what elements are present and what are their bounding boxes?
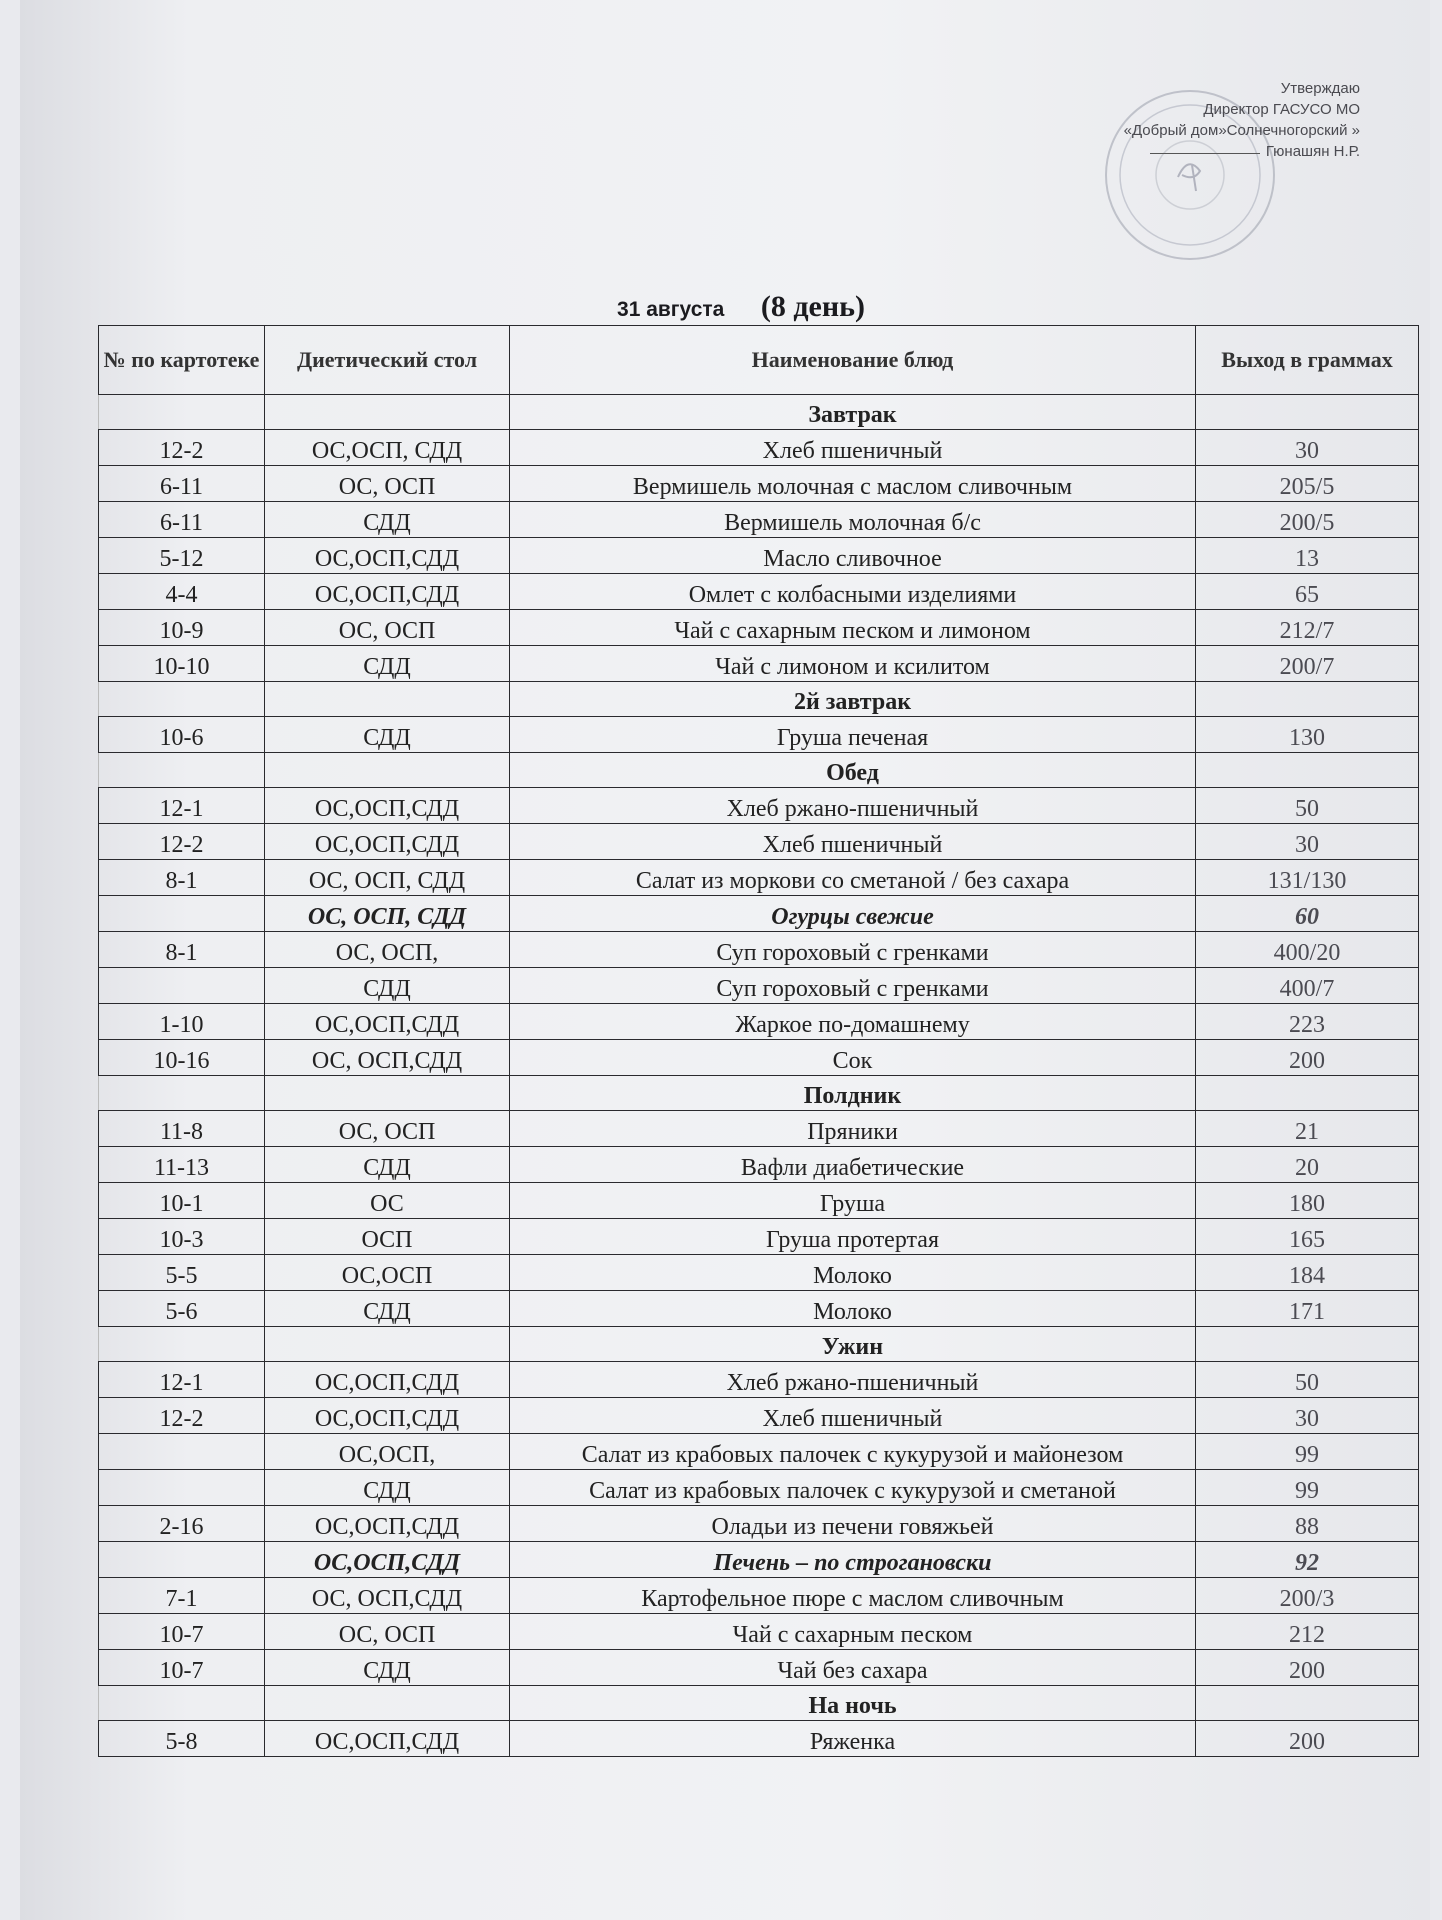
section-code-empty-cell [99,753,265,788]
menu-day-number: (8 день) [760,290,865,323]
dish-name-cell: Масло сливочное [510,538,1196,574]
table-row [99,717,1419,753]
table-row [99,1291,1419,1327]
meal-section-row [99,753,1419,788]
yield-cell: 30 [1196,1398,1419,1434]
section-code-empty-cell [99,682,265,717]
diet-cell: СДД [265,717,510,753]
document-page [20,0,1430,1920]
card-number-cell: 12-1 [99,788,265,824]
diet-cell: ОС, ОСП [265,610,510,646]
approval-block [960,78,1360,162]
diet-cell: СДД [265,502,510,538]
yield-cell: 88 [1196,1506,1419,1542]
section-grams-empty-cell [1196,753,1419,788]
approval-signature-line [960,141,1360,162]
section-grams-empty-cell [1196,395,1419,430]
dish-name-cell: Груша протертая [510,1219,1196,1255]
card-number-cell: 2-16 [99,1506,265,1542]
section-diet-empty-cell [265,682,510,717]
diet-cell: ОС,ОСП,СДД [265,1398,510,1434]
section-grams-empty-cell [1196,1327,1419,1362]
menu-date: 31 августа [617,298,725,321]
dish-name-cell: Пряники [510,1111,1196,1147]
table-row [99,1434,1419,1470]
card-number-cell: 6-11 [99,502,265,538]
dish-name-cell: Салат из крабовых палочек с кукурузой и сметаной [510,1470,1196,1506]
dish-name-cell: Хлеб ржано-пшеничный [510,788,1196,824]
diet-cell: ОС,ОСП,СДД [265,538,510,574]
diet-cell: ОС, ОСП [265,1614,510,1650]
diet-cell: ОС,ОСП,СДД [265,824,510,860]
dish-name-cell: Салат из моркови со сметаной / без сахара [510,860,1196,896]
dish-name-cell: Суп гороховый с гренками [510,968,1196,1004]
table-header-row [99,326,1419,395]
table-row [99,1721,1419,1757]
yield-cell: 205/5 [1196,466,1419,502]
dish-name-cell: Хлеб пшеничный [510,430,1196,466]
card-number-cell: 1-10 [99,1004,265,1040]
meal-section-title: Полдник [510,1076,1196,1111]
section-diet-empty-cell [265,1686,510,1721]
card-number-cell: 6-11 [99,466,265,502]
table-row [99,968,1419,1004]
diet-cell: ОС, ОСП, СДД [265,860,510,896]
dish-name-cell: Хлеб пшеничный [510,824,1196,860]
yield-cell: 200/7 [1196,646,1419,682]
table-row [99,932,1419,968]
dish-name-cell: Вафли диабетические [510,1147,1196,1183]
section-code-empty-cell [99,395,265,430]
card-number-cell: 10-10 [99,646,265,682]
dish-name-cell: Чай с лимоном и ксилитом [510,646,1196,682]
section-grams-empty-cell [1196,1076,1419,1111]
yield-cell: 20 [1196,1147,1419,1183]
header-diet-table: Диетический стол [265,326,510,395]
yield-cell: 50 [1196,1362,1419,1398]
card-number-cell [99,1542,265,1578]
diet-cell: ОС,ОСП,СДД [265,1721,510,1757]
diet-cell: СДД [265,1291,510,1327]
dish-name-cell: Оладьи из печени говяжьей [510,1506,1196,1542]
diet-cell: ОС, ОСП,СДД [265,1578,510,1614]
yield-cell: 212 [1196,1614,1419,1650]
section-diet-empty-cell [265,753,510,788]
table-row [99,502,1419,538]
header-card-number: № по картотеке [99,326,265,395]
table-row [99,574,1419,610]
approval-line-3: «Добрый дом»Солнечногорский » [1123,122,1360,139]
dish-name-cell: Омлет с колбасными изделиями [510,574,1196,610]
dish-name-cell: Чай с сахарным песком [510,1614,1196,1650]
table-row [99,646,1419,682]
yield-cell: 171 [1196,1291,1419,1327]
dish-name-cell: Хлеб пшеничный [510,1398,1196,1434]
table-row [99,1614,1419,1650]
table-row [99,1004,1419,1040]
section-diet-empty-cell [265,1076,510,1111]
dish-name-cell: Салат из крабовых палочек с кукурузой и майонезом [510,1434,1196,1470]
card-number-cell: 5-8 [99,1721,265,1757]
dish-name-cell: Молоко [510,1255,1196,1291]
yield-cell: 131/130 [1196,860,1419,896]
dish-name-cell: Сок [510,1040,1196,1076]
card-number-cell: 10-9 [99,610,265,646]
meal-section-title: 2й завтрак [510,682,1196,717]
yield-cell: 60 [1196,896,1419,932]
diet-cell: ОС,ОСП,СДД [265,788,510,824]
diet-cell: ОС,ОСП [265,1255,510,1291]
diet-cell: ОСП [265,1219,510,1255]
table-row [99,538,1419,574]
table-row [99,466,1419,502]
diet-cell: ОС,ОСП,СДД [265,1506,510,1542]
yield-cell: 200 [1196,1721,1419,1757]
signature-underline [1150,153,1260,154]
table-row [99,1578,1419,1614]
table-row [99,1040,1419,1076]
yield-cell: 400/7 [1196,968,1419,1004]
diet-cell: ОС, ОСП, СДД [265,896,510,932]
section-diet-empty-cell [265,1327,510,1362]
diet-cell: ОС,ОСП,СДД [265,1542,510,1578]
meal-section-title: Ужин [510,1327,1196,1362]
card-number-cell [99,1434,265,1470]
diet-cell: ОС, ОСП [265,1111,510,1147]
yield-cell: 165 [1196,1219,1419,1255]
menu-table [98,325,1419,1757]
table-row [99,824,1419,860]
yield-cell: 92 [1196,1542,1419,1578]
table-row [99,1183,1419,1219]
header-yield-grams: Выход в граммах [1196,326,1419,395]
yield-cell: 212/7 [1196,610,1419,646]
card-number-cell [99,896,265,932]
meal-section-row [99,1327,1419,1362]
card-number-cell: 10-16 [99,1040,265,1076]
card-number-cell: 8-1 [99,860,265,896]
yield-cell: 30 [1196,824,1419,860]
yield-cell: 13 [1196,538,1419,574]
meal-section-row [99,1686,1419,1721]
diet-cell: ОС, ОСП, [265,932,510,968]
diet-cell: ОС,ОСП,СДД [265,574,510,610]
table-row [99,788,1419,824]
table-row [99,430,1419,466]
diet-cell: ОС [265,1183,510,1219]
table-row [99,1362,1419,1398]
card-number-cell: 11-13 [99,1147,265,1183]
meal-section-row [99,682,1419,717]
table-row [99,1650,1419,1686]
card-number-cell: 4-4 [99,574,265,610]
card-number-cell: 10-7 [99,1614,265,1650]
card-number-cell [99,1470,265,1506]
menu-table-body [99,395,1419,1757]
meal-section-title: Обед [510,753,1196,788]
menu-heading [20,290,1442,324]
table-row [99,860,1419,896]
section-diet-empty-cell [265,395,510,430]
diet-cell: СДД [265,1650,510,1686]
table-row [99,1506,1419,1542]
dish-name-cell: Чай с сахарным песком и лимоном [510,610,1196,646]
yield-cell: 30 [1196,430,1419,466]
yield-cell: 65 [1196,574,1419,610]
card-number-cell: 12-1 [99,1362,265,1398]
dish-name-cell: Суп гороховый с гренками [510,932,1196,968]
card-number-cell: 10-3 [99,1219,265,1255]
meal-section-row [99,395,1419,430]
table-row [99,610,1419,646]
card-number-cell [99,968,265,1004]
yield-cell: 200 [1196,1650,1419,1686]
table-row [99,1542,1419,1578]
diet-cell: СДД [265,646,510,682]
yield-cell: 130 [1196,717,1419,753]
approval-line-1: Утверждаю [1280,80,1360,97]
meal-section-title: Завтрак [510,395,1196,430]
table-row [99,1111,1419,1147]
section-grams-empty-cell [1196,1686,1419,1721]
card-number-cell: 12-2 [99,430,265,466]
signatory-name: Гюнашян Н.Р. [1265,143,1360,160]
diet-cell: ОС,ОСП, [265,1434,510,1470]
dish-name-cell: Печень – по строгановски [510,1542,1196,1578]
section-grams-empty-cell [1196,682,1419,717]
dish-name-cell: Вермишель молочная б/с [510,502,1196,538]
yield-cell: 400/20 [1196,932,1419,968]
card-number-cell: 10-7 [99,1650,265,1686]
dish-name-cell: Чай без сахара [510,1650,1196,1686]
diet-cell: ОС,ОСП,СДД [265,1004,510,1040]
yield-cell: 180 [1196,1183,1419,1219]
table-row [99,1255,1419,1291]
card-number-cell: 5-6 [99,1291,265,1327]
yield-cell: 21 [1196,1111,1419,1147]
diet-cell: ОС, ОСП [265,466,510,502]
dish-name-cell: Вермишель молочная с маслом сливочным [510,466,1196,502]
yield-cell: 223 [1196,1004,1419,1040]
card-number-cell: 10-6 [99,717,265,753]
diet-cell: СДД [265,1147,510,1183]
approval-line-2: Директор ГАСУСО МО [1203,101,1360,118]
yield-cell: 184 [1196,1255,1419,1291]
card-number-cell: 5-12 [99,538,265,574]
dish-name-cell: Молоко [510,1291,1196,1327]
meal-section-title: На ночь [510,1686,1196,1721]
diet-cell: ОС,ОСП,СДД [265,1362,510,1398]
yield-cell: 50 [1196,788,1419,824]
diet-cell: СДД [265,1470,510,1506]
table-row [99,1398,1419,1434]
card-number-cell: 10-1 [99,1183,265,1219]
dish-name-cell: Огурцы свежие [510,896,1196,932]
card-number-cell: 8-1 [99,932,265,968]
dish-name-cell: Груша печеная [510,717,1196,753]
yield-cell: 200 [1196,1040,1419,1076]
section-code-empty-cell [99,1076,265,1111]
header-dish-name: Наименование блюд [510,326,1196,395]
card-number-cell: 5-5 [99,1255,265,1291]
meal-section-row [99,1076,1419,1111]
yield-cell: 99 [1196,1470,1419,1506]
dish-name-cell: Жаркое по-домашнему [510,1004,1196,1040]
diet-cell: ОС, ОСП,СДД [265,1040,510,1076]
card-number-cell: 7-1 [99,1578,265,1614]
diet-cell: СДД [265,968,510,1004]
section-code-empty-cell [99,1327,265,1362]
card-number-cell: 12-2 [99,824,265,860]
table-row [99,1470,1419,1506]
dish-name-cell: Груша [510,1183,1196,1219]
card-number-cell: 11-8 [99,1111,265,1147]
yield-cell: 200/3 [1196,1578,1419,1614]
table-row [99,1147,1419,1183]
dish-name-cell: Картофельное пюре с маслом сливочным [510,1578,1196,1614]
section-code-empty-cell [99,1686,265,1721]
table-row [99,896,1419,932]
card-number-cell: 12-2 [99,1398,265,1434]
yield-cell: 99 [1196,1434,1419,1470]
dish-name-cell: Ряженка [510,1721,1196,1757]
table-row [99,1219,1419,1255]
diet-cell: ОС,ОСП, СДД [265,430,510,466]
dish-name-cell: Хлеб ржано-пшеничный [510,1362,1196,1398]
yield-cell: 200/5 [1196,502,1419,538]
